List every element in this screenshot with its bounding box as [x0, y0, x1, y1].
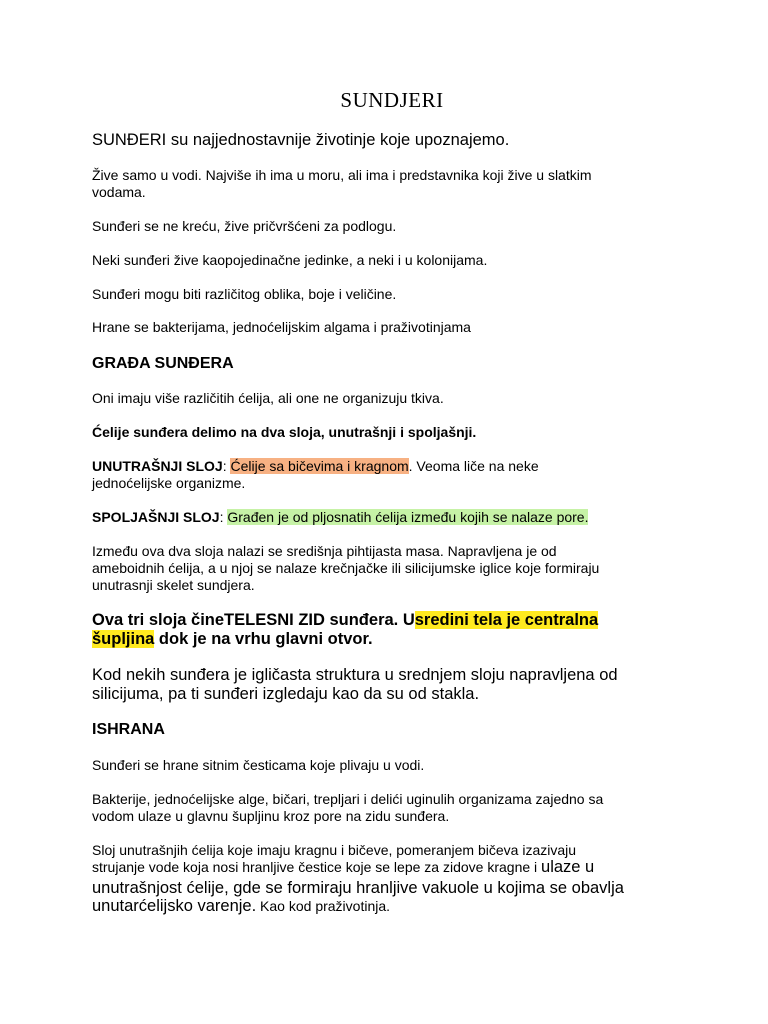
intro-paragraph: SUNĐERI su najjednostavnije životinje koje upoznajemo. [92, 131, 510, 149]
shape-paragraph: Sunđeri mogu biti različitog oblika, boje i veličine. [92, 286, 397, 302]
page-title: SUNDJERI [340, 88, 444, 112]
digestion-line-2 [92, 859, 594, 876]
glass-sponge-line-1: Kod nekih sunđera je igličasta struktura u srednjem sloju napravljena od [92, 666, 618, 684]
middle-mass-line-3: unutrasnji skelet sundjera. [92, 577, 255, 593]
glass-sponge-line-2: silicijuma, pa ti sunđeri izgledaju kao da su od stakla. [92, 685, 480, 703]
bacteria-line-1: Bakterije, jednoćelijske alge, bičari, trepljari i delići uginulih organizama zajedno sa [92, 791, 604, 807]
digestion-line-2-large: ulaze u [541, 858, 595, 876]
outer-layer-line [92, 509, 588, 526]
inner-layer-rest: . Veoma liče na neke [408, 458, 539, 474]
middle-mass-line-2: ameboidnih ćelija, a u njoj se nalaze krečnjačke ili silicijumske iglice koje formiraju [92, 560, 600, 576]
movement-paragraph: Sunđeri se ne kreću, žive pričvršćeni za podlogu. [92, 218, 397, 234]
food-paragraph: Hrane se bakterijama, jednoćelijskim algama i praživotinjama [92, 319, 471, 335]
body-wall-line-1 [92, 610, 598, 631]
habitat-line-1: Žive samo u vodi. Najviše ih ima u moru, ali ima i predstavnika koji žive u slatkim [92, 167, 592, 183]
body-wall-line-2 [92, 629, 373, 650]
layers-paragraph: Ćelije sunđera delimo na dva sloja, unutrašnji i spoljašnji. [92, 424, 477, 440]
bacteria-line-2: vodom ulaze u glavnu šupljinu kroz pore na zidu sunđera. [92, 808, 450, 824]
heading-ishrana: ISHRANA [92, 721, 165, 738]
body-wall-highlight-2: šupljina [92, 630, 155, 648]
body-wall-text: Ova tri sloja čineTELESNI ZID sunđera. U [92, 611, 415, 629]
outer-layer-colon: : [219, 509, 228, 525]
inner-layer-colon: : [222, 458, 231, 474]
feeding-paragraph: Sunđeri se hrane sitnim česticama koje plivaju u vodi. [92, 757, 425, 773]
digestion-line-4 [92, 898, 390, 915]
digestion-line-4-large: unutarćelijsko varenje. [92, 897, 257, 915]
digestion-line-1: Sloj unutrašnjih ćelija koje imaju kragnu i bičeve, pomeranjem bičeva izazivaju [92, 842, 577, 858]
inner-layer-line-2: jednoćelijske organizme. [92, 475, 246, 491]
cells-paragraph: Oni imaju više različitih ćelija, ali one ne organizuju tkiva. [92, 390, 444, 406]
outer-layer-highlight: Građen je od pljosnatih ćelija između kojih se nalaze pore. [227, 509, 589, 525]
digestion-line-4-text: Kao kod praživotinja. [256, 898, 391, 914]
colonies-paragraph: Neki sunđeri žive kaopojedinačne jedinke, a neki i u kolonijama. [92, 252, 488, 268]
digestion-line-3: unutrašnjost ćelije, gde se formiraju hranljive vakuole u kojima se obavlja [92, 879, 624, 897]
inner-layer-label: UNUTRAŠNJI SLOJ [92, 458, 223, 474]
body-wall-highlight-1: sredini tela je centralna [414, 611, 599, 629]
digestion-line-2-text: strujanje vode koja nosi hranljive čestice koje se lepe za zidove kragne i [92, 859, 542, 875]
middle-mass-line-1: Između ova dva sloja nalazi se središnja pihtijasta masa. Napravljena je od [92, 543, 557, 559]
inner-layer-highlight: Ćelije sa bičevima i kragnom [230, 458, 409, 474]
body-wall-text-2: dok je na vrhu glavni otvor. [154, 630, 373, 648]
inner-layer-line-1 [92, 458, 539, 475]
outer-layer-label: SPOLJAŠNJI SLOJ [92, 509, 220, 525]
habitat-line-2: vodama. [92, 184, 146, 200]
heading-gradja: GRAĐA SUNĐERA [92, 355, 234, 372]
